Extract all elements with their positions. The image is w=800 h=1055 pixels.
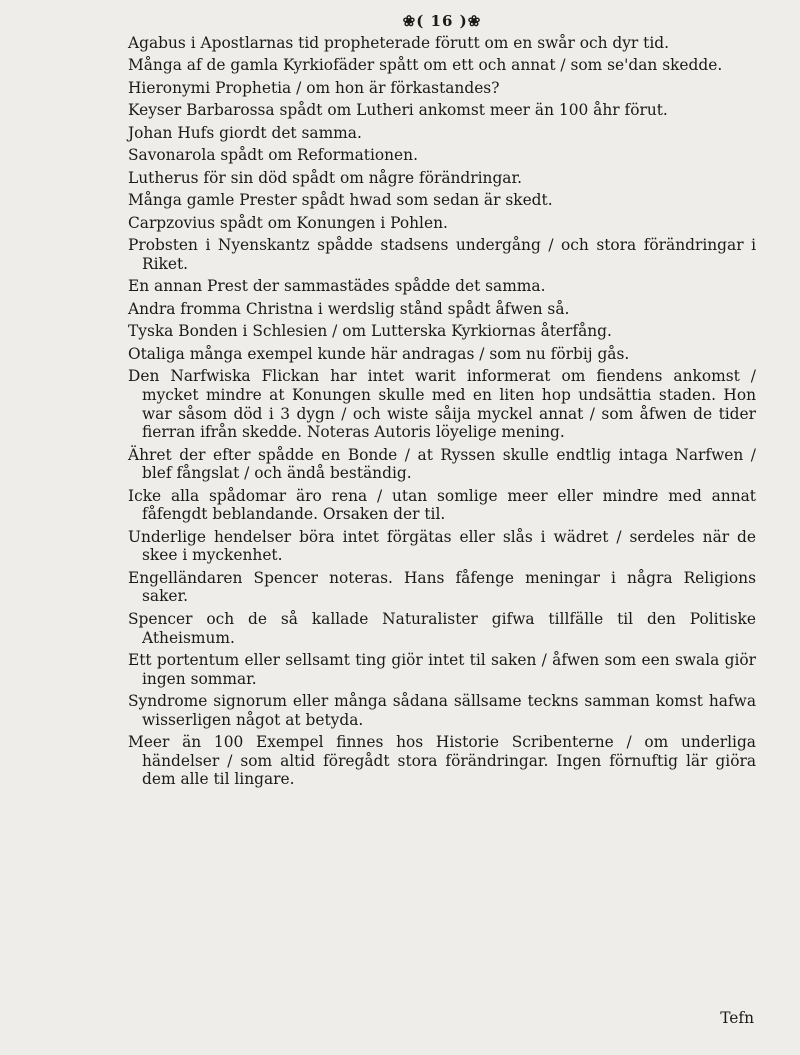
entry-22: Syndrome signorum eller många sådana sällsame teckns samman komst hafwa wisserligen något at betyda.: [128, 692, 756, 729]
entry-18: Underlige hendelser böra intet förgätas eller slås i wädret / serdeles när de skee i myckenhet.: [128, 527, 756, 565]
entry-12: Andra fromma Christna i werdslig stånd spådt åfwen så.: [128, 299, 570, 318]
catchword: Tefn: [720, 1009, 754, 1027]
entry-17: Icke alla spådomar äro rena / utan somlige meer eller mindre med annat fåfengdt beblandande. Orsaken der til.: [128, 486, 756, 524]
entry-8: Många gamle Prester spådt hwad som sedan är skedt.: [128, 191, 553, 210]
entry-20: Spencer och de så kallade Naturalister gifwa tillfälle til den Politiske Atheismum.: [128, 609, 756, 647]
entry-21: Ett portentum eller sellsamt ting giör intet til saken / åfwen som een swala giör ingen sommar.: [128, 651, 756, 688]
entry-2: Många af de gamla Kyrkiofäder spått om ett och annat / som se'dan skedde.: [128, 56, 723, 75]
entry-9: Carpzovius spådt om Konungen i Pohlen.: [128, 213, 448, 232]
page-number-header: ❀( 16 )❀: [402, 12, 482, 30]
summary-entries: [128, 34, 756, 789]
entry-7: Lutherus för sin död spådt om någre förändringar.: [128, 168, 523, 187]
entry-5: Johan Hufs giordt det samma.: [128, 123, 362, 142]
entry-10: Probsten i Nyenskantz spådde stadsens undergång / och stora förändringar i Riket.: [128, 236, 756, 273]
entry-23: Meer än 100 Exempel finnes hos Historie Scribenterne / om underliga händelser / som altid föregådt stora förändringar. Ingen förnuftig lär giöra dem alle til lingare.: [128, 733, 756, 789]
entry-14: Otaliga många exempel kunde här andragas / som nu förbij gås.: [128, 344, 630, 363]
entry-16: Ähret der efter spådde en Bonde / at Ryssen skulle endtlig intaga Narfwen / blef fångslat / och ändå beständig.: [128, 445, 756, 483]
entry-4: Keyser Barbarossa spådt om Lutheri ankomst meer än 100 åhr förut.: [128, 101, 668, 120]
entry-3: Hieronymi Prophetia / om hon är förkastandes?: [128, 78, 500, 97]
entry-11: En annan Prest der sammastädes spådde det samma.: [128, 277, 546, 296]
entry-15: Den Narfwiska Flickan har intet warit informerat om fiendens ankomst / mycket mindre at Konungen skulle med en liten hop undsättia staden. Hon war såsom död i 3 dygn / och wiste såija myckel annat / som åfwen de tider fierran ifrån skedde. Noteras Autoris löyelige mening.: [128, 367, 756, 442]
entry-13: Tyska Bonden i Schlesien / om Lutterska Kyrkiornas återfång.: [128, 322, 612, 341]
entry-1: Agabus i Apostlarnas tid propheterade förutt om en swår och dyr tid.: [128, 34, 670, 52]
entry-6: Savonarola spådt om Reformationen.: [128, 146, 418, 165]
entry-19: Engelländaren Spencer noteras. Hans fåfenge meningar i några Religions saker.: [128, 568, 756, 606]
